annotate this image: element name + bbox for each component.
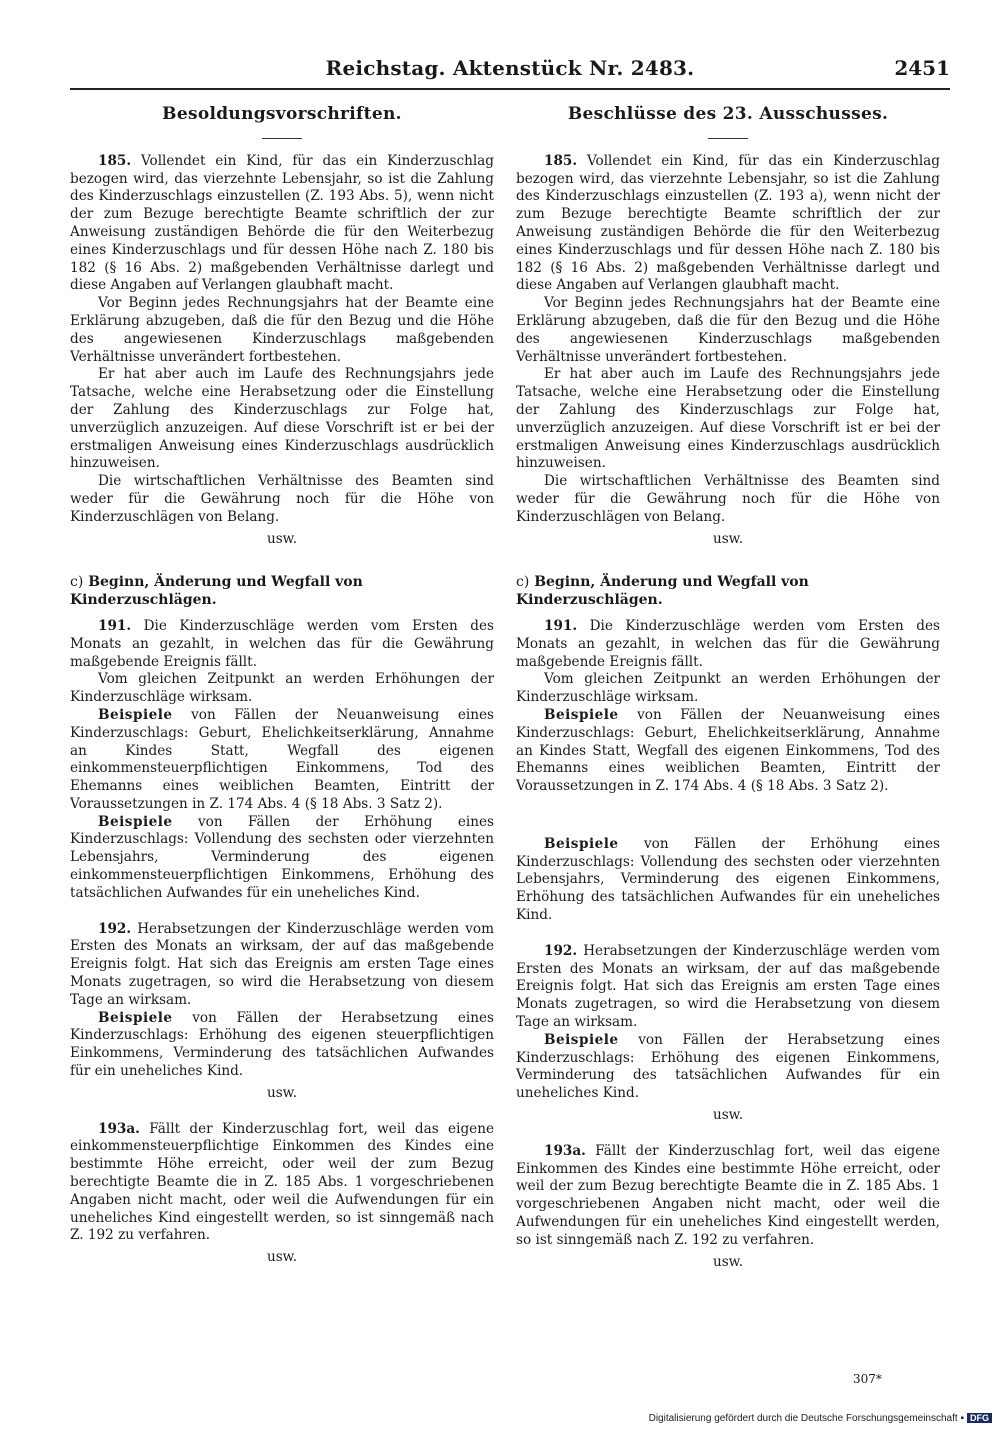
paragraph-193a — [516, 1143, 940, 1250]
signature-mark: 307* — [853, 1372, 882, 1386]
paragraph-185-b: Vor Beginn jedes Rechnungsjahrs hat der Beamte eine Erklärung abzugeben, daß die für den Bezug und die Höhe des angewiesenen Kinderzuschlags maßgebenden Verhältnisse unverändert fortbestehen. — [70, 295, 494, 365]
spacer — [516, 925, 940, 943]
paragraph-191-b: Vom gleichen Zeitpunkt an werden Erhöhungen der Kinderzuschläge wirksam. — [70, 671, 494, 706]
dfg-logo: DFG — [967, 1413, 992, 1423]
examples-label: Beispiele — [98, 1009, 173, 1026]
paragraph-text: Vollendet ein Kind, für das ein Kinderzuschlag bezogen wird, das vierzehnte Lebensjahr, so ist die Zahlung des Kinderzuschlags einzustellen (Z. 193 a), wenn nicht der zum Bezuge berechtigte Beamte schriftlich der zur Anweisung zuständigen Behörde die für den Weiterbezug eines Kinderzuschlags und für dessen Höhe nach Z. 180 bis 182 (§ 16 Abs. 2) maßgebenden Verhältnisse darlegt und diese Angaben auf Verlangen glaubhaft macht. — [516, 152, 940, 294]
usw-marker: usw. — [266, 1084, 298, 1101]
paragraph-text: Fällt der Kinderzuschlag fort, weil das eigene einkommensteuerpflichtige Einkommen des Kindes eine bestimmte Höhe erreicht, oder weil der zum Bezug berechtigte Beamte die in Z. 185 Abs. 1 vorgeschriebenen Angaben nicht macht, oder weil die Aufwendungen für ein uneheliches Kind eingestellt werden, so ist sinngemäß nach Z. 192 zu verfahren. — [70, 1120, 494, 1244]
header-rule — [70, 88, 950, 90]
examples-text: von Fällen der Neuanweisung eines Kinderzuschlags: Geburt, Ehelichkeitserklärung, Annahme an Kindes Statt, Wegfall des eigenen einkommensteuerpflichtigen Einkommens, Tod des Ehemanns eines weiblichen Beamten, Eintritt der Voraussetzungen in Z. 174 Abs. 4 (§ 18 Abs. 3 Satz 2). — [70, 706, 494, 812]
examples-3 — [70, 1010, 494, 1081]
paragraph-185-d: Die wirtschaftlichen Verhältnisse des Beamten sind weder für die Gewährung noch für die Höhe von Kinderzuschlägen von Belang. — [516, 473, 940, 525]
paragraph-text: Die Kinderzuschläge werden vom Ersten des Monats an gezahlt, in welchen das für die Gewährung maßgebende Ereignis fällt. — [516, 617, 940, 670]
paragraph-number: 192. — [98, 920, 132, 937]
examples-label: Beispiele — [544, 835, 619, 852]
left-column — [70, 96, 494, 1267]
paragraph-191-b: Vom gleichen Zeitpunkt an werden Erhöhungen der Kinderzuschläge wirksam. — [516, 671, 940, 706]
paragraph-185-c: Er hat aber auch im Laufe des Rechnungsjahrs jede Tatsache, welche eine Herabsetzung oder die Einstellung der Zahlung des Kinderzuschlags zur Folge hat, unverzüglich anzuzeigen. Auf diese Vorschrift ist er bei der erstmaligen Anweisung eines Kinderzuschlags ausdrücklich hinzuweisen. — [70, 366, 494, 472]
examples-label: Beispiele — [98, 706, 173, 723]
section-letter: c) — [516, 574, 530, 591]
paragraph-text: Die Kinderzuschläge werden vom Ersten des Monats an gezahlt, in welchen das für die Gewährung maßgebende Ereignis fällt. — [70, 617, 494, 670]
examples-1 — [70, 707, 494, 814]
paragraph-185-d: Die wirtschaftlichen Verhältnisse des Beamten sind weder für die Gewährung noch für die Höhe von Kinderzuschlägen von Belang. — [70, 473, 494, 525]
right-column — [516, 96, 940, 1271]
examples-label: Beispiele — [544, 706, 619, 723]
usw-marker: usw. — [266, 1249, 298, 1266]
page-number: 2451 — [894, 56, 950, 80]
page-header — [70, 56, 950, 82]
paragraph-number: 193a. — [544, 1142, 586, 1159]
usw-marker: usw. — [712, 1107, 744, 1124]
paragraph-191 — [516, 618, 940, 671]
running-title: Reichstag. Aktenstück Nr. 2483. — [325, 56, 695, 80]
examples-text: von Fällen der Neuanweisung eines Kinderzuschlags: Geburt, Ehelichkeitserklärung, Annahme an Kindes Statt, Wegfall des eigenen Einkommens, Tod des Ehemanns eines weiblichen Beamten, Eintritt der Voraussetzungen in Z. 174 Abs. 4 (§ 18 Abs. 3 Satz 2). — [516, 706, 940, 795]
paragraph-text: Herabsetzungen der Kinderzuschläge werden vom Ersten des Monats an wirksam, der auf das maßgebende Ereignis folgt. Hat sich das Ereignis am ersten Tage eines Monats zugetragen, so wird die Herabsetzung von diesem Tage an wirksam. — [70, 920, 494, 1008]
paragraph-number: 185. — [98, 152, 132, 169]
section-heading — [516, 574, 940, 610]
usw-marker: usw. — [712, 1253, 744, 1270]
spacer — [70, 1103, 494, 1121]
paragraph-number: 191. — [544, 617, 578, 634]
examples-text: von Fällen der Erhöhung eines Kinderzuschlags: Vollendung des sechsten oder vierzehnten Lebensjahrs, Verminderung des eigenen einkommensteuerpflichtigen Einkommens, Erhöhung des tatsächlichen Aufwandes für ein uneheliches Kind. — [70, 813, 494, 901]
paragraph-192 — [516, 943, 940, 1032]
examples-2 — [70, 814, 494, 903]
digitization-credit — [649, 1413, 992, 1424]
examples-label: Beispiele — [98, 813, 173, 830]
section-heading — [70, 574, 494, 610]
paragraph-185 — [516, 153, 940, 295]
credit-text: Digitalisierung gefördert durch die Deutsche Forschungsgemeinschaft — [648, 1413, 958, 1424]
usw-marker: usw. — [712, 530, 744, 547]
paragraph-185-c: Er hat aber auch im Laufe des Rechnungsjahrs jede Tatsache, welche eine Herabsetzung oder die Einstellung der Zahlung des Kinderzuschlags zur Folge hat, unverzüglich anzuzeigen. Auf diese Vorschrift ist er bei der erstmaligen Anweisung eines Kinderzuschlags ausdrücklich hinzuweisen. — [516, 366, 940, 472]
examples-text: von Fällen der Herabsetzung eines Kinderzuschlags: Erhöhung des eigenen steuerpflichtigen Einkommens, Verminderung des tatsächlichen Aufwandes für ein uneheliches Kind. — [70, 1009, 494, 1080]
paragraph-number: 191. — [98, 617, 132, 634]
paragraph-193a — [70, 1121, 494, 1246]
paragraph-192 — [70, 921, 494, 1010]
paragraph-number: 185. — [544, 152, 578, 169]
spacer — [70, 903, 494, 921]
credit-separator: ▪ — [957, 1413, 964, 1424]
title-separator — [262, 138, 302, 139]
examples-text: von Fällen der Erhöhung eines Kinderzuschlags: Vollendung des sechsten oder vierzehnten Lebensjahrs, Verminderung des eigenen Einkommens, Erhöhung des tatsächlichen Aufwandes für ein uneheliches Kind. — [516, 835, 940, 924]
spacer — [516, 796, 940, 836]
examples-1 — [516, 707, 940, 796]
usw-marker: usw. — [266, 530, 298, 547]
paragraph-191 — [70, 618, 494, 671]
examples-text: von Fällen der Herabsetzung eines Kinderzuschlags: Erhöhung des eigenen Einkommens, Verminderung des tatsächlichen Aufwandes für ein uneheliches Kind. — [516, 1031, 940, 1102]
section-title: Beginn, Änderung und Wegfall von Kinderzuschlägen. — [70, 574, 363, 609]
paragraph-text: Herabsetzungen der Kinderzuschläge werden vom Ersten des Monats an wirksam, der auf das maßgebende Ereignis folgt. Hat sich das Ereignis am ersten Tage eines Monats zugetragen, so wird die Herabsetzung von diesem Tage an wirksam. — [516, 942, 940, 1031]
spacer — [516, 1125, 940, 1143]
section-letter: c) — [70, 574, 84, 591]
paragraph-number: 193a. — [98, 1120, 140, 1137]
title-separator — [708, 138, 748, 139]
paragraph-185 — [70, 153, 494, 295]
paragraph-185-b: Vor Beginn jedes Rechnungsjahrs hat der Beamte eine Erklärung abzugeben, daß die für den Bezug und die Höhe des angewiesenen Kinderzuschlags maßgebenden Verhältnisse unverändert fortbestehen. — [516, 295, 940, 365]
paragraph-text: Fällt der Kinderzuschlag fort, weil das eigene Einkommen des Kindes eine bestimmte Höhe erreicht, oder weil der zum Bezug berechtigte Beamte die in Z. 185 Abs. 1 vorgeschriebenen Angaben nicht macht, oder weil die Aufwendungen für ein uneheliches Kind eingestellt werden, so ist sinngemäß nach Z. 192 zu verfahren. — [516, 1142, 940, 1248]
examples-label: Beispiele — [544, 1031, 619, 1048]
paragraph-number: 192. — [544, 942, 578, 959]
left-column-title: Besoldungsvorschriften. — [162, 104, 402, 124]
examples-3 — [516, 1032, 940, 1103]
examples-2 — [516, 836, 940, 925]
paragraph-text: Vollendet ein Kind, für das ein Kinderzuschlag bezogen wird, das vierzehnte Lebensjahr, so ist die Zahlung des Kinderzuschlags einzustellen (Z. 193 Abs. 5), wenn nicht der zum Bezuge berechtigte Beamte schriftlich der zur Anweisung zuständigen Behörde die für den Weiterbezug eines Kinderzuschlags und für dessen Höhe nach Z. 180 bis 182 (§ 16 Abs. 2) maßgebenden Verhältnisse darlegt und diese Angaben auf Verlangen glaubhaft macht. — [70, 152, 494, 294]
section-title: Beginn, Änderung und Wegfall von Kinderzuschlägen. — [516, 574, 809, 609]
right-column-title: Beschlüsse des 23. Ausschusses. — [567, 104, 889, 124]
